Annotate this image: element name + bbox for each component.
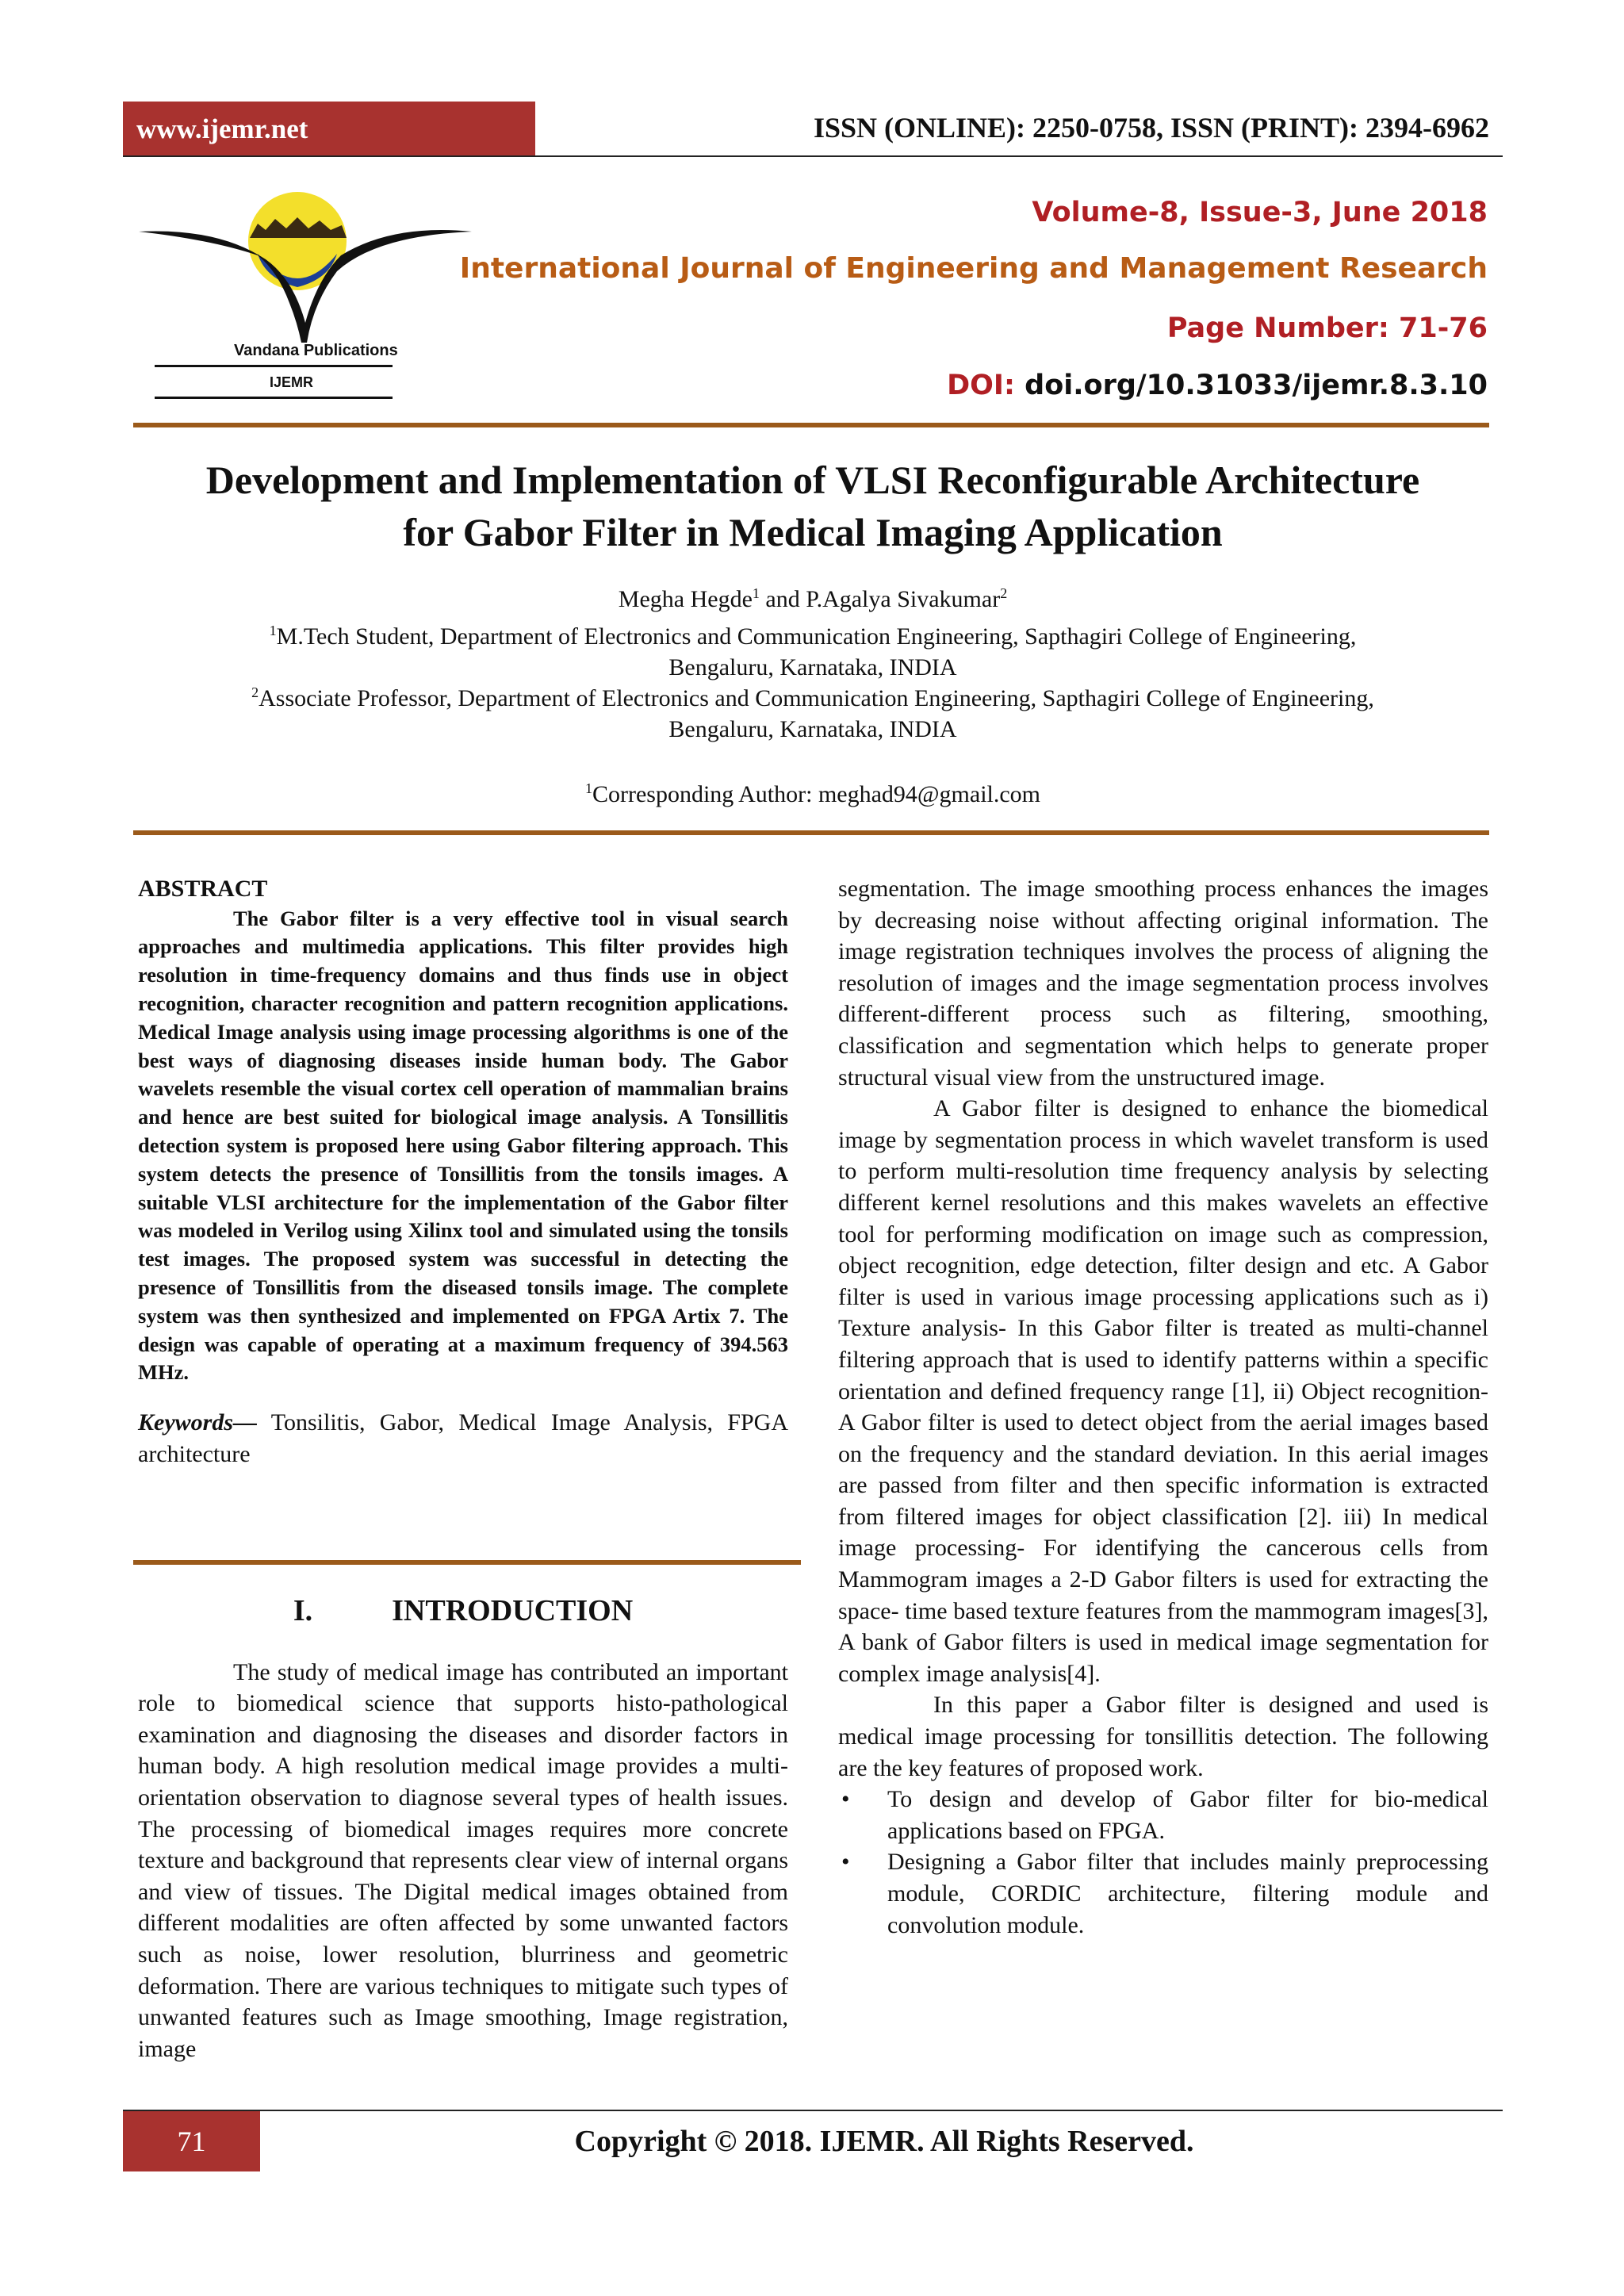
paper-title	[95, 454, 1530, 558]
author-2-sup: 2	[1000, 585, 1008, 601]
list-item-text: Designing a Gabor filter that includes mainly preprocessing module, CORDIC architecture, filtering module and convolution module.	[887, 1849, 1488, 1938]
author-1: Megha Hegde	[618, 586, 753, 612]
key-features-list	[838, 1784, 1488, 1941]
bullet-icon: •	[841, 1849, 850, 1876]
author-line	[95, 584, 1530, 615]
intro-paragraph-2: A Gabor filter is designed to enhance the biomedical image by segmentation process in which wavelet transform is used to perform multi-resolution time frequency analysis by selecting different kernel resolutions and this makes wavelets an effective tool for performing modification on image such as compression, object recognition, edge detection, filter design and etc. A Gabor filter is used in various image processing applications such as i) Texture analysis- In this Gabor filter is treated as multi-channel filtering approach that is used to identify patterns within a specific orientation and defined frequency range [1], ii) Object recognition- A Gabor filter is used to detect object from the aerial images based on the frequency and the standard deviation. In this aerial images are passed from filter and then specific information is extracted from filtered images for object classification [2]. iii) In medical image processing- For identifying the cancerous cells from Mammogram images a 2-D Gabor filters is used for extracting the space- time based texture features from the mammogram images[3], A bank of Gabor filters is used in medical image segmentation for complex image analysis[4].	[838, 1095, 1488, 1687]
intro-paragraph-1: The study of medical image has contributed an important role to biomedical science that supports histo-pathological examination and diagnosing the diseases and disorder factors in human body. A high resolution medical image provides a multi-orientation observation to diagnose several types of health issues. The processing of biomedical images requires more concrete texture and background that represents clear view of internal organs and view of tissues. The Digital medical images obtained from different modalities are often affected by some unwanted factors such as noise, lower resolution, blurriness and geometric deformation. There are various techniques to mitigate such types of unwanted features such as Image smoothing, Image registration, image	[138, 1658, 788, 2062]
section-heading-introduction	[138, 1596, 788, 1627]
affiliation-2	[95, 683, 1530, 745]
corresponding-text: Corresponding Author: meghad94@gmail.com	[592, 781, 1041, 807]
title-top-rule	[133, 423, 1489, 427]
copyright-notice: Copyright © 2018. IJEMR. All Rights Reserved.	[574, 2125, 1194, 2158]
affiliation-1	[95, 621, 1530, 683]
logo-publisher-text: Vandana Publications	[234, 342, 398, 359]
page-number-range: Page Number: 71-76	[1166, 312, 1488, 344]
publisher-logo	[139, 184, 472, 406]
left-column	[138, 873, 788, 1470]
journal-name: International Journal of Engineering and Management Research	[459, 252, 1488, 285]
corresponding-author	[95, 779, 1530, 810]
issn-line: ISSN (ONLINE): 2250-0758, ISSN (PRINT): 2394-6962	[813, 112, 1489, 144]
affil-2-line-2: Bengaluru, Karnataka, INDIA	[668, 716, 957, 742]
doi-value[interactable]: doi.org/10.31033/ijemr.8.3.10	[1014, 370, 1488, 401]
affil-2-line-1: Associate Professor, Department of Electronics and Communication Engineering, Sapthagiri College of Engineering,	[259, 685, 1374, 711]
list-item	[841, 1784, 1488, 1846]
section-number: I.	[293, 1594, 313, 1627]
author-1-sup: 1	[752, 585, 760, 601]
intro-paragraph-1-continued: segmentation. The image smoothing process enhances the images by decreasing noise without affecting original information. The image registration techniques involves the process of aligning the resolution of images and the image segmentation process involves different-different process such as filtering, smoothing, classification and segmentation which helps to generate proper structural visual view from the unstructured image.	[838, 876, 1488, 1091]
title-line-1: Development and Implementation of VLSI Reconfigurable Architecture	[205, 458, 1420, 502]
list-item	[841, 1846, 1488, 1941]
author-2: and P.Agalya Sivakumar	[759, 586, 1001, 612]
affil-1-line-1: M.Tech Student, Department of Electronics and Communication Engineering, Sapthagiri College of Engineering,	[276, 623, 1357, 650]
abstract-body	[138, 905, 788, 1388]
affil-2-sup: 2	[251, 684, 259, 700]
title-bottom-rule	[133, 830, 1489, 835]
section-title: INTRODUCTION	[392, 1594, 634, 1627]
keywords-label: Keywords—	[138, 1409, 257, 1436]
bullet-icon: •	[841, 1786, 850, 1813]
list-item-text: To design and develop of Gabor filter for bio-medical applications based on FPGA.	[887, 1786, 1488, 1844]
keywords-text: Tonsilitis, Gabor, Medical Image Analysis, FPGA architecture	[138, 1409, 788, 1467]
site-url[interactable]: www.ijemr.net	[123, 102, 535, 157]
volume-issue: Volume-8, Issue-3, June 2018	[1032, 197, 1488, 228]
intro-left	[138, 1596, 788, 2064]
right-column	[838, 873, 1488, 1941]
bird-sun-logo-icon	[139, 184, 472, 406]
affil-1-sup: 1	[269, 623, 277, 638]
keywords	[138, 1407, 788, 1470]
doi-label: DOI:	[947, 370, 1015, 401]
affil-1-line-2: Bengaluru, Karnataka, INDIA	[668, 654, 957, 680]
header-divider	[123, 155, 1503, 157]
corr-sup: 1	[584, 780, 592, 796]
intro-paragraph-3: In this paper a Gabor filter is designed and used is medical image processing for tonsillitis detection. The following are the key features of proposed work.	[838, 1692, 1488, 1781]
abstract-rule	[133, 1560, 801, 1565]
abstract-heading: ABSTRACT	[138, 876, 268, 902]
doi-line[interactable]	[947, 370, 1488, 401]
title-line-2: for Gabor Filter in Medical Imaging Application	[403, 510, 1223, 554]
abstract-text: The Gabor filter is a very effective tool in visual search approaches and multimedia applications. This filter provides high resolution in time-frequency domains and thus finds use in object recognition, character recognition and pattern recognition applications. Medical Image analysis using image processing algorithms is one of the best ways of diagnosing diseases inside human body. The Gabor wavelets resemble the visual cortex cell operation of mammalian brains and hence are best suited for biological image analysis. A Tonsillitis detection system is proposed here using Gabor filtering approach. This system detects the presence of Tonsillitis from the tonsils images. A suitable VLSI architecture for the implementation of the Gabor filter was modeled in Verilog using Xilinx tool and simulated using the tonsils test images. The proposed system was successful in detecting the presence of Tonsillitis from the diseased tonsils image. The complete system was then synthesized and implemented on FPGA Artix 7. The design was capable of operating at a maximum frequency of 394.563 MHz.	[138, 906, 788, 1385]
page-number: 71	[123, 2111, 260, 2171]
logo-abbrev-text: IJEMR	[270, 374, 314, 390]
